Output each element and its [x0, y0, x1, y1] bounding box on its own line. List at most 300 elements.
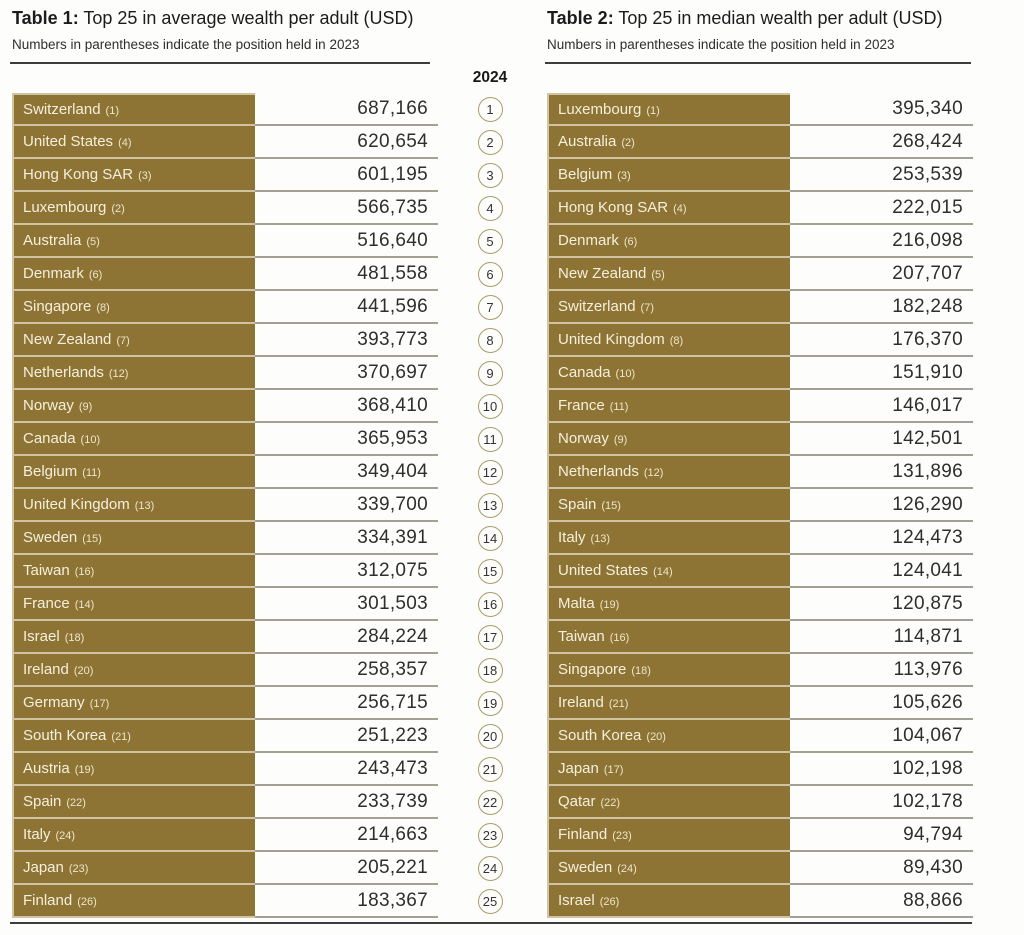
- table-row: [12, 852, 438, 885]
- table-row: [12, 93, 438, 126]
- value-cell: 113,976: [790, 654, 973, 687]
- country-name: Denmark: [23, 265, 84, 282]
- rank-circle: 13: [478, 493, 503, 518]
- value-cell: 601,195: [255, 159, 438, 192]
- prev-year-rank: (6): [623, 235, 638, 248]
- table-row: [12, 654, 438, 687]
- rank-slot: [463, 423, 517, 456]
- prev-year-rank: (24): [55, 829, 76, 842]
- country-cell: [12, 687, 255, 720]
- table-row: [547, 753, 973, 786]
- rank-circle: 23: [478, 823, 503, 848]
- table-row: [12, 192, 438, 225]
- value-cell: 176,370: [790, 324, 973, 357]
- country-cell: [12, 885, 255, 918]
- table1-title-label: Table 1:: [12, 8, 79, 28]
- value-cell: 334,391: [255, 522, 438, 555]
- rank-slot: [463, 819, 517, 852]
- value-cell: 207,707: [790, 258, 973, 291]
- country-cell: [12, 621, 255, 654]
- country-name: France: [558, 397, 605, 414]
- value-cell: 216,098: [790, 225, 973, 258]
- value-cell: 102,198: [790, 753, 973, 786]
- value-cell: 312,075: [255, 555, 438, 588]
- table-row: [547, 357, 973, 390]
- prev-year-rank: (17): [89, 697, 110, 710]
- value-cell: 566,735: [255, 192, 438, 225]
- rank-circle: 2: [478, 130, 503, 155]
- value-cell: 365,953: [255, 423, 438, 456]
- table2-top-rule: [545, 62, 971, 64]
- prev-year-rank: (8): [96, 301, 110, 314]
- rank-slot: [463, 522, 517, 555]
- country-name: Hong Kong SAR: [558, 199, 669, 216]
- value-cell: 126,290: [790, 489, 973, 522]
- table-row: [12, 588, 438, 621]
- table-row: [547, 555, 973, 588]
- country-name: South Korea: [23, 727, 107, 744]
- prev-year-rank: (21): [111, 730, 131, 743]
- rank-circle: 1: [478, 97, 503, 122]
- country-cell: [547, 885, 790, 918]
- rank-slot: [463, 687, 517, 720]
- country-name: Switzerland: [558, 298, 636, 315]
- country-cell: [547, 456, 790, 489]
- prev-year-rank: (23): [68, 862, 89, 875]
- value-cell: 251,223: [255, 720, 438, 753]
- country-name: Spain: [558, 496, 597, 513]
- country-name: Singapore: [558, 661, 627, 678]
- country-name: United States: [558, 562, 649, 579]
- value-cell: 222,015: [790, 192, 973, 225]
- country-name: Norway: [558, 430, 609, 447]
- table-row: [12, 819, 438, 852]
- country-cell: [12, 786, 255, 819]
- country-cell: [547, 852, 790, 885]
- table-row: [547, 456, 973, 489]
- country-name: Qatar: [558, 793, 596, 810]
- country-cell: [12, 522, 255, 555]
- prev-year-rank: (10): [80, 433, 101, 446]
- country-name: Switzerland: [23, 101, 101, 118]
- rank-circle: 19: [478, 691, 503, 716]
- country-name: Belgium: [23, 463, 78, 480]
- table-row: [12, 258, 438, 291]
- table-row: [547, 522, 973, 555]
- rank-slot: [463, 555, 517, 588]
- table-row: [547, 291, 973, 324]
- prev-year-rank: (19): [74, 763, 95, 776]
- prev-year-rank: (1): [646, 104, 660, 117]
- value-cell: 182,248: [790, 291, 973, 324]
- country-cell: [547, 291, 790, 324]
- country-name: Finland: [23, 892, 73, 909]
- country-name: Netherlands: [558, 463, 639, 480]
- value-cell: 253,539: [790, 159, 973, 192]
- table-row: [547, 126, 973, 159]
- table-row: [12, 621, 438, 654]
- table2-title-label: Table 2:: [547, 8, 614, 28]
- table2-rows: [547, 93, 973, 918]
- table1-subtitle: Numbers in parentheses indicate the position held in 2023: [12, 37, 360, 52]
- table-row: [547, 258, 973, 291]
- value-cell: 142,501: [790, 423, 973, 456]
- rank-circle: 22: [478, 790, 503, 815]
- year-header: 2024: [472, 69, 508, 86]
- country-name: Canada: [23, 430, 76, 447]
- country-name: Australia: [23, 232, 82, 249]
- country-name: Ireland: [558, 694, 604, 711]
- country-cell: [12, 588, 255, 621]
- country-name: Australia: [558, 133, 617, 150]
- value-cell: 481,558: [255, 258, 438, 291]
- table-row: [12, 423, 438, 456]
- value-cell: 258,357: [255, 654, 438, 687]
- table-row: [547, 423, 973, 456]
- rank-circle: 14: [478, 526, 503, 551]
- prev-year-rank: (15): [82, 532, 102, 545]
- table-row: [547, 93, 973, 126]
- country-cell: [547, 324, 790, 357]
- country-name: New Zealand: [558, 265, 647, 282]
- country-cell: [12, 126, 255, 159]
- value-cell: 102,178: [790, 786, 973, 819]
- rank-circle: 20: [478, 724, 503, 749]
- rank-slot: [463, 786, 517, 819]
- prev-year-rank: (17): [603, 763, 624, 776]
- country-cell: [12, 720, 255, 753]
- prev-year-rank: (21): [608, 697, 629, 710]
- value-cell: 89,430: [790, 852, 973, 885]
- value-cell: 349,404: [255, 456, 438, 489]
- prev-year-rank: (12): [643, 466, 664, 479]
- rank-circle: 11: [478, 427, 503, 452]
- value-cell: 124,041: [790, 555, 973, 588]
- table-row: [12, 720, 438, 753]
- country-name: Italy: [23, 826, 51, 843]
- country-name: United Kingdom: [558, 331, 665, 348]
- rank-circle: 12: [478, 460, 503, 485]
- country-name: Hong Kong SAR: [23, 166, 134, 183]
- prev-year-rank: (5): [86, 235, 100, 248]
- rank-circle: 9: [478, 361, 503, 386]
- country-cell: [12, 555, 255, 588]
- rank-circle: 15: [478, 559, 503, 584]
- country-name: Spain: [23, 793, 62, 810]
- value-cell: 441,596: [255, 291, 438, 324]
- country-cell: [12, 93, 255, 126]
- prev-year-rank: (24): [617, 862, 637, 875]
- table-row: [12, 390, 438, 423]
- value-cell: 243,473: [255, 753, 438, 786]
- value-cell: 94,794: [790, 819, 973, 852]
- rank-slot: [463, 720, 517, 753]
- table-row: [547, 720, 973, 753]
- prev-year-rank: (9): [78, 400, 93, 413]
- rank-slot: [463, 852, 517, 885]
- prev-year-rank: (22): [66, 796, 86, 809]
- table1-title-text: Top 25 in average wealth per adult (USD): [78, 8, 414, 28]
- value-cell: 395,340: [790, 93, 973, 126]
- table-row: [547, 225, 973, 258]
- prev-year-rank: (26): [599, 895, 620, 908]
- rank-circle: 3: [478, 163, 503, 188]
- country-cell: [12, 489, 255, 522]
- prev-year-rank: (13): [134, 499, 155, 512]
- prev-year-rank: (13): [590, 532, 611, 545]
- rank-slot: [463, 456, 517, 489]
- table-row: [547, 489, 973, 522]
- rank-slot: [463, 885, 517, 918]
- rank-circle: 8: [478, 328, 503, 353]
- rank-slot: [463, 753, 517, 786]
- rank-slot: [463, 258, 517, 291]
- country-cell: [547, 786, 790, 819]
- country-name: Taiwan: [558, 628, 605, 645]
- prev-year-rank: (1): [105, 104, 119, 117]
- prev-year-rank: (2): [111, 202, 125, 215]
- value-cell: 114,871: [790, 621, 973, 654]
- table-row: [12, 687, 438, 720]
- table2-title-text: Top 25 in median wealth per adult (USD): [613, 8, 943, 28]
- prev-year-rank: (18): [64, 631, 85, 644]
- country-name: New Zealand: [23, 331, 112, 348]
- table-row: [547, 324, 973, 357]
- value-cell: 105,626: [790, 687, 973, 720]
- country-cell: [12, 456, 255, 489]
- value-cell: 256,715: [255, 687, 438, 720]
- country-cell: [547, 390, 790, 423]
- rank-circle: 5: [478, 229, 503, 254]
- country-cell: [547, 654, 790, 687]
- rank-slot: [463, 159, 517, 192]
- country-cell: [12, 258, 255, 291]
- value-cell: 124,473: [790, 522, 973, 555]
- value-cell: 233,739: [255, 786, 438, 819]
- country-name: Finland: [558, 826, 608, 843]
- rank-slot: [463, 588, 517, 621]
- prev-year-rank: (14): [74, 598, 95, 611]
- value-cell: 120,875: [790, 588, 973, 621]
- country-cell: [12, 819, 255, 852]
- table-row: [547, 885, 973, 918]
- table-row: [547, 588, 973, 621]
- country-name: South Korea: [558, 727, 642, 744]
- table-row: [12, 522, 438, 555]
- table-row: [12, 885, 438, 918]
- value-cell: 146,017: [790, 390, 973, 423]
- prev-year-rank: (19): [599, 598, 620, 611]
- country-cell: [547, 159, 790, 192]
- value-cell: 214,663: [255, 819, 438, 852]
- rank-slot: [463, 126, 517, 159]
- country-name: Germany: [23, 694, 85, 711]
- rank-slot: [463, 291, 517, 324]
- country-cell: [12, 291, 255, 324]
- country-cell: [547, 93, 790, 126]
- prev-year-rank: (4): [118, 136, 132, 149]
- table-row: [12, 126, 438, 159]
- country-name: Ireland: [23, 661, 69, 678]
- value-cell: 620,654: [255, 126, 438, 159]
- prev-year-rank: (22): [600, 796, 621, 809]
- prev-year-rank: (6): [88, 268, 103, 281]
- rank-slot: [463, 621, 517, 654]
- country-cell: [12, 390, 255, 423]
- country-cell: [547, 126, 790, 159]
- prev-year-rank: (12): [108, 367, 129, 380]
- prev-year-rank: (2): [621, 136, 635, 149]
- country-name: Netherlands: [23, 364, 104, 381]
- prev-year-rank: (8): [669, 334, 684, 347]
- country-cell: [12, 192, 255, 225]
- prev-year-rank: (20): [646, 730, 666, 743]
- value-cell: 205,221: [255, 852, 438, 885]
- table-row: [12, 456, 438, 489]
- country-name: Sweden: [558, 859, 613, 876]
- rank-circle: 6: [478, 262, 503, 287]
- table1-top-rule: [10, 62, 430, 64]
- country-cell: [12, 852, 255, 885]
- table-row: [12, 753, 438, 786]
- rank-slot: [463, 357, 517, 390]
- bottom-rule: [10, 922, 972, 924]
- prev-year-rank: (9): [613, 433, 628, 446]
- rank-slot: [463, 390, 517, 423]
- country-name: Luxembourg: [23, 199, 107, 216]
- prev-year-rank: (5): [651, 268, 665, 281]
- table-row: [12, 357, 438, 390]
- prev-year-rank: (15): [601, 499, 621, 512]
- country-name: Japan: [23, 859, 64, 876]
- prev-year-rank: (3): [138, 169, 152, 182]
- value-cell: 88,866: [790, 885, 973, 918]
- country-cell: [547, 819, 790, 852]
- table-row: [12, 291, 438, 324]
- table-row: [547, 687, 973, 720]
- value-cell: 370,697: [255, 357, 438, 390]
- prev-year-rank: (23): [612, 829, 632, 842]
- country-cell: [547, 192, 790, 225]
- prev-year-rank: (7): [640, 301, 654, 314]
- rank-slot: [463, 489, 517, 522]
- value-cell: 284,224: [255, 621, 438, 654]
- value-cell: 268,424: [790, 126, 973, 159]
- rank-circle: 4: [478, 196, 503, 221]
- country-name: Denmark: [558, 232, 619, 249]
- value-cell: 131,896: [790, 456, 973, 489]
- table-row: [12, 786, 438, 819]
- prev-year-rank: (16): [74, 565, 95, 578]
- country-cell: [12, 159, 255, 192]
- table-row: [547, 621, 973, 654]
- table-row: [547, 654, 973, 687]
- country-cell: [12, 423, 255, 456]
- country-name: Luxembourg: [558, 101, 642, 118]
- table1-title: [12, 8, 414, 29]
- country-cell: [547, 753, 790, 786]
- value-cell: 339,700: [255, 489, 438, 522]
- rank-slot: [463, 93, 517, 126]
- table-row: [547, 390, 973, 423]
- country-name: Canada: [558, 364, 611, 381]
- rank-slot: [463, 324, 517, 357]
- country-name: Israel: [558, 892, 595, 909]
- value-cell: 687,166: [255, 93, 438, 126]
- table-row: [12, 489, 438, 522]
- table-row: [12, 324, 438, 357]
- prev-year-rank: (20): [73, 664, 94, 677]
- table-row: [12, 225, 438, 258]
- rank-circle: 18: [478, 658, 503, 683]
- table-row: [12, 555, 438, 588]
- rank-slot: [463, 225, 517, 258]
- table2-title: [547, 8, 943, 29]
- country-name: Malta: [558, 595, 595, 612]
- value-cell: 393,773: [255, 324, 438, 357]
- country-cell: [547, 588, 790, 621]
- country-cell: [12, 357, 255, 390]
- prev-year-rank: (7): [116, 334, 130, 347]
- country-cell: [547, 258, 790, 291]
- rank-circle: 24: [478, 856, 503, 881]
- country-cell: [12, 225, 255, 258]
- rank-slot: [463, 192, 517, 225]
- rank-slot: [463, 654, 517, 687]
- rank-column: [463, 93, 517, 918]
- value-cell: 151,910: [790, 357, 973, 390]
- rank-circle: 25: [478, 889, 503, 914]
- country-name: Singapore: [23, 298, 92, 315]
- country-name: Taiwan: [23, 562, 70, 579]
- country-cell: [12, 654, 255, 687]
- country-name: United Kingdom: [23, 496, 130, 513]
- table2-subtitle: Numbers in parentheses indicate the position held in 2023: [547, 37, 895, 52]
- table-row: [547, 852, 973, 885]
- country-cell: [12, 753, 255, 786]
- country-name: Norway: [23, 397, 74, 414]
- value-cell: 516,640: [255, 225, 438, 258]
- country-cell: [547, 687, 790, 720]
- value-cell: 368,410: [255, 390, 438, 423]
- table-row: [12, 159, 438, 192]
- prev-year-rank: (18): [631, 664, 651, 677]
- prev-year-rank: (16): [609, 631, 630, 644]
- rank-circle: 10: [478, 394, 503, 419]
- table1-rows: [12, 93, 438, 918]
- table-row: [547, 159, 973, 192]
- rank-circle: 17: [478, 625, 503, 650]
- country-cell: [547, 621, 790, 654]
- country-name: France: [23, 595, 70, 612]
- prev-year-rank: (14): [653, 565, 673, 578]
- country-cell: [547, 522, 790, 555]
- value-cell: 104,067: [790, 720, 973, 753]
- country-name: Sweden: [23, 529, 78, 546]
- country-cell: [12, 324, 255, 357]
- table-row: [547, 192, 973, 225]
- country-name: Israel: [23, 628, 60, 645]
- country-name: Austria: [23, 760, 70, 777]
- value-cell: 301,503: [255, 588, 438, 621]
- country-cell: [547, 423, 790, 456]
- prev-year-rank: (10): [615, 367, 636, 380]
- prev-year-rank: (26): [77, 895, 97, 908]
- prev-year-rank: (4): [673, 202, 687, 215]
- country-name: Belgium: [558, 166, 613, 183]
- country-cell: [547, 720, 790, 753]
- rank-circle: 16: [478, 592, 503, 617]
